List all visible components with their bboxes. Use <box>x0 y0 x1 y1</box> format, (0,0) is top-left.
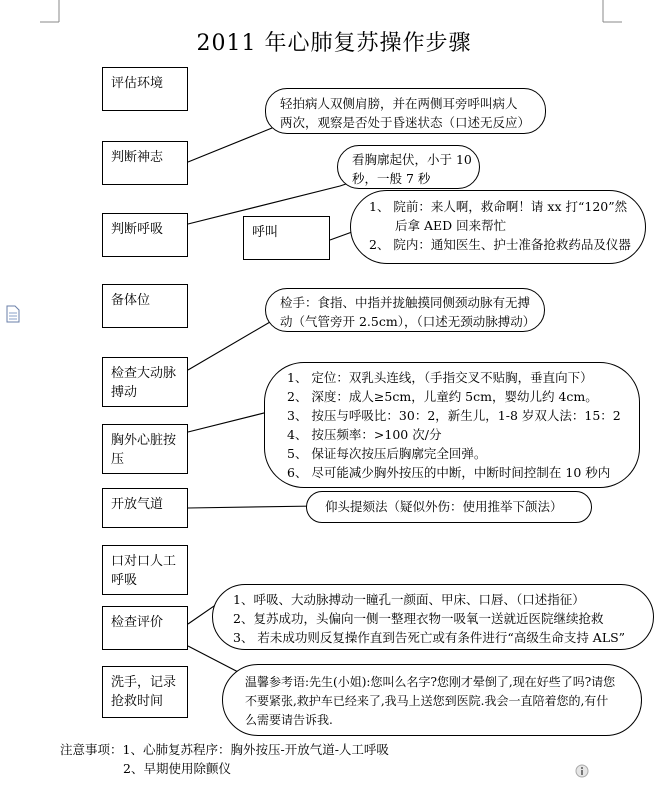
step-position: 备体位 <box>102 284 188 328</box>
step-rescue-breathing: 口对口人工 呼吸 <box>102 545 188 595</box>
step-open-airway: 开放气道 <box>102 488 188 528</box>
notes-item-1: 1、心肺复苏程序：胸外按压-开放气道-人工呼吸 <box>122 742 389 757</box>
bubble-airway: 仰头提颏法（疑似外伤：使用推举下颌法） <box>306 491 592 523</box>
step-assess-environment: 评估环境 <box>102 67 188 111</box>
step-chest-compression: 胸外心脏按 压 <box>102 424 188 474</box>
bubble-consciousness: 轻拍病人双侧肩膀，并在两侧耳旁呼叫病人 两次，观察是否处于昏迷状态（口述无反应） <box>265 88 546 134</box>
notes-label: 注意事项： <box>60 742 123 757</box>
step-judge-breathing: 判断呼吸 <box>102 213 188 257</box>
bubble-call: 1、 院前：来人啊，救命啊！请 xx 打“120”然 后拿 AED 回来帮忙 2、 院内：通知医生、护士准备抢救药品及仪器 <box>350 190 646 264</box>
bubble-evaluate: 1、呼吸、大动脉搏动一瞳孔一颜面、甲床、口唇、（口述指征） 2、复苏成功，头偏向一侧一整理衣物一吸氧一送就近医院继续抢救 3、 若未成功则反复操作直到告死亡或有条件进行“高级生命支持 ALS” <box>212 584 654 650</box>
step-evaluate: 检查评价 <box>102 606 188 650</box>
page-title: 2011 年心肺复苏操作步骤 <box>196 31 472 56</box>
step-judge-consciousness: 判断神志 <box>102 141 188 185</box>
bubble-reassurance: 温馨参考语:先生(小姐):您叫么名字?您刚才晕倒了,现在好些了吗?请您 不要紧张,救护车已经来了,我马上送您到医院.我会一直陪着您的,有什 么需要请告诉我. <box>222 664 642 736</box>
bubble-pulse: 检手：食指、中指并拢触摸同侧颈动脉有无搏 动（气管旁开 2.5cm），（口述无颈动脉搏动） <box>265 288 545 332</box>
bubble-breathing: 看胸廓起伏，小于 10 秒，一般 7 秒 <box>337 145 480 189</box>
notes-line-1 <box>60 740 389 758</box>
step-wash-and-record: 洗手，记录 抢救时间 <box>102 666 188 718</box>
bubble-compression: 1、 定位：双乳头连线，（手指交叉不贴胸，垂直向下） 2、 深度：成人≥5cm，儿童约 5cm，婴幼儿约 4cm。 3、 按压与呼吸比：30：2，新生儿，1-8 岁双人法：15：2 4、 按压频率：>100 次/分 5、 保证每次按压后胸廓完全回弹。 6、 尽可能减少胸外按压的中断，中断时间控制在 10 秒内 <box>264 362 640 488</box>
step-check-pulse: 检查大动脉 搏动 <box>102 357 188 407</box>
notes-item-2: 2、早期使用除颤仪 <box>123 761 231 776</box>
step-call-for-help: 呼叫 <box>243 216 330 260</box>
